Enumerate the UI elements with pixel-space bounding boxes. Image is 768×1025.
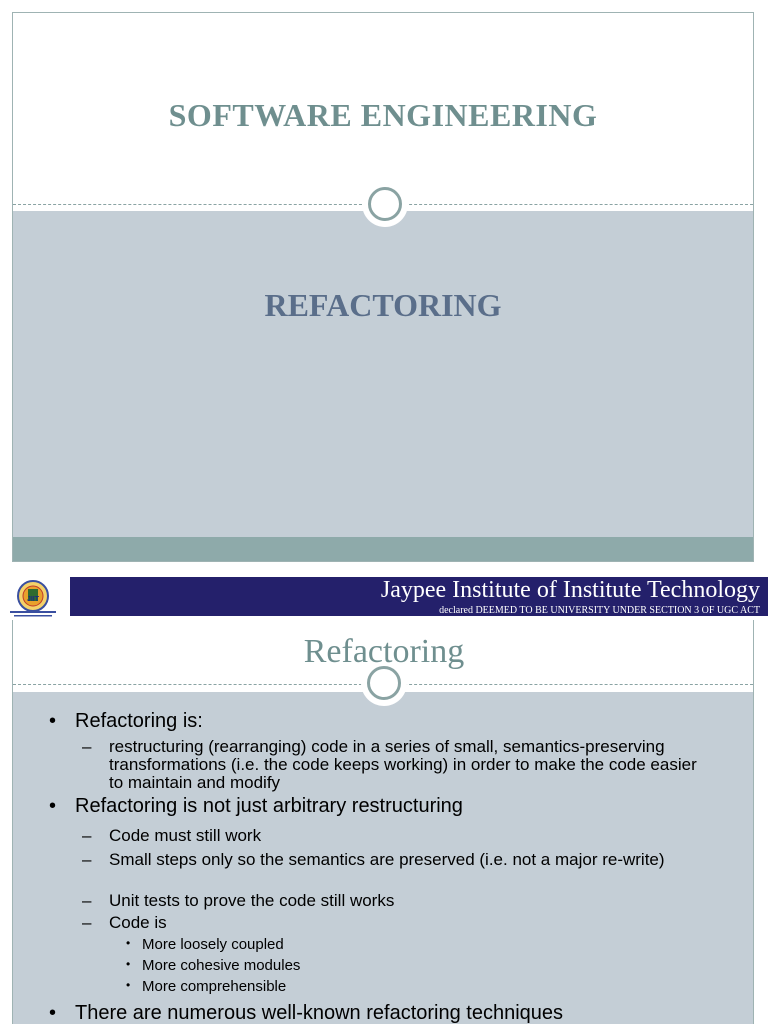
title-slide (12, 12, 754, 562)
bullet-icon: • (126, 957, 131, 971)
list-item: • Refactoring is: (49, 710, 203, 732)
list-item: – Unit tests to prove the code still works (82, 891, 395, 910)
content-slide (0, 575, 768, 1024)
bullet-icon: • (49, 795, 57, 817)
dash-icon: – (82, 913, 92, 932)
slide-title: SOFTWARE ENGINEERING (168, 97, 598, 133)
dash-icon: – (82, 850, 92, 869)
dash-icon: – (82, 737, 92, 756)
list-item: – Small steps only so the semantics are preserved (i.e. not a major re-write) (82, 850, 665, 869)
list-item: • Refactoring is not just arbitrary restructuring (49, 795, 463, 817)
list-item: • There are numerous well-known refactoring techniques (49, 1002, 564, 1024)
slide-body-panel (13, 211, 753, 537)
list-item: – restructuring (rearranging) code in a series of small, semantics-preserving transformations (i.e. the code keeps working) in order to make the code easier to maintain and modify (82, 737, 697, 792)
dash-icon: – (82, 826, 92, 845)
circle-ornament-icon (362, 181, 408, 227)
slide-subtitle: REFACTORING (264, 287, 502, 323)
dash-icon: – (82, 891, 92, 910)
list-item: – Code must still work (82, 826, 262, 845)
list-item: • More comprehensible (126, 978, 287, 995)
list-item: • More loosely coupled (126, 936, 284, 953)
bullet-icon: • (126, 936, 131, 950)
bullet-icon: • (49, 710, 57, 732)
bullet-icon: • (49, 1002, 57, 1024)
logo-text: JIIT (26, 596, 40, 603)
university-logo-icon (6, 579, 66, 619)
bullet-icon: • (126, 978, 131, 992)
institute-name: Jaypee Institute of Institute Technology (380, 577, 760, 603)
institute-banner (70, 577, 768, 616)
slide-footer-bar (13, 537, 753, 562)
slide-title: Refactoring (303, 633, 465, 670)
list-item: – Code is (82, 913, 167, 932)
list-item: • More cohesive modules (126, 957, 301, 974)
institute-declaration: declared DEEMED TO BE UNIVERSITY UNDER SECTION 3 OF UGC ACT (439, 605, 760, 616)
